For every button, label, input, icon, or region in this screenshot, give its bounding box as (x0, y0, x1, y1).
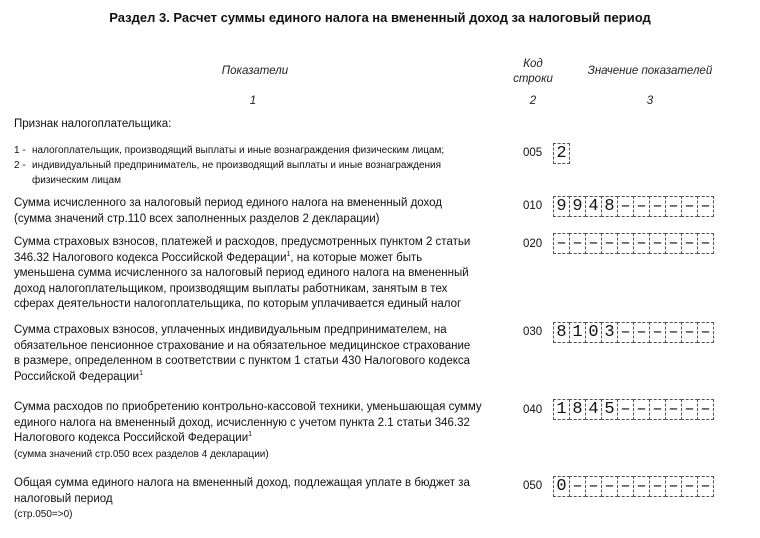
value-cell[interactable]: 0 (585, 322, 602, 343)
row-030-line4-text: Российской Федерации (14, 370, 140, 383)
value-cell[interactable]: – (697, 399, 714, 420)
value-cell[interactable]: – (633, 233, 650, 254)
row-020-line4: доход налогоплательщиком, производящим выплаты работникам, занятым в тех (14, 282, 448, 295)
taxpayer-option-2-number: 2 - (14, 160, 26, 171)
header-num-2: 2 (529, 95, 537, 107)
value-cell[interactable]: – (585, 476, 602, 497)
value-cell[interactable]: – (601, 233, 618, 254)
value-cell[interactable]: – (633, 476, 650, 497)
row-020-line3: уменьшена сумма исчисленного за налоговый период единого налога на вмененный (14, 267, 469, 279)
row-030-line2: обязательное пенсионное страхование и на обязательное медицинское страхование (14, 339, 471, 352)
value-cell[interactable]: – (585, 233, 602, 254)
value-cell[interactable]: – (633, 322, 650, 343)
row-040-value-field[interactable] (553, 399, 713, 420)
value-cell[interactable]: – (697, 476, 714, 497)
row-030-line4 (14, 370, 514, 386)
value-cell[interactable]: – (633, 196, 650, 217)
value-cell[interactable]: – (649, 233, 666, 254)
value-cell[interactable]: – (681, 233, 698, 254)
row-020-description (14, 235, 514, 313)
value-cell[interactable]: – (681, 196, 698, 217)
row-050-line3: (стр.050=>0) (14, 509, 73, 520)
row-030-value-field[interactable] (553, 322, 713, 343)
value-cell[interactable]: 9 (553, 196, 570, 217)
row-040-line4: (сумма значений стр.050 всех разделов 4 декларации) (14, 448, 269, 460)
value-cell[interactable]: – (569, 233, 586, 254)
row-010-line2: (сумма значений стр.110 всех заполненных разделов 2 декларации) (14, 212, 380, 225)
row-040-line1: Сумма расходов по приобретению контрольно-кассовой техники, уменьшающая сумму (14, 401, 482, 413)
footnote-marker: 1 (248, 431, 253, 439)
header-code-line1: Код (523, 58, 543, 70)
row-050-description (14, 476, 514, 522)
value-cell[interactable]: – (665, 399, 682, 420)
row-020-value-field[interactable] (553, 233, 713, 254)
taxpayer-option-1-number: 1 - (14, 145, 26, 156)
value-cell[interactable]: – (665, 196, 682, 217)
taxpayer-option-2-line1: индивидуальный предприниматель, не производящий выплаты и иные вознаграждения (32, 160, 442, 171)
section-title: Раздел 3. Расчет суммы единого налога на вмененный доход за налоговый период (109, 10, 651, 25)
row-040-line3-text: Налогового кодекса Российской Федерации (14, 432, 249, 444)
row-010-value-field[interactable] (553, 196, 713, 217)
value-cell[interactable]: 8 (569, 399, 586, 420)
footnote-marker: 1 (139, 369, 143, 377)
value-cell[interactable]: – (697, 233, 714, 254)
row-code-010: 010 (523, 200, 543, 212)
footnote-marker: 1 (286, 250, 291, 258)
value-cell[interactable]: – (617, 196, 634, 217)
value-cell[interactable]: 3 (601, 322, 618, 343)
value-cell[interactable]: – (617, 476, 634, 497)
value-cell[interactable]: – (665, 322, 682, 343)
row-code-040: 040 (523, 404, 543, 416)
row-020-line1: Сумма страховых взносов, платежей и расходов, предусмотренных пунктом 2 статьи (14, 236, 471, 248)
taxpayer-option-2-text (32, 158, 502, 188)
value-cell[interactable]: – (665, 476, 682, 497)
header-code (500, 57, 566, 87)
value-cell[interactable]: – (569, 476, 586, 497)
value-cell[interactable]: – (697, 196, 714, 217)
taxpayer-sign-field[interactable] (553, 143, 569, 164)
value-cell[interactable]: – (681, 399, 698, 420)
row-040-line2: единого налога на вмененный доход, исчисленную с учетом пункта 2.1 статьи 346.32 (14, 416, 470, 429)
value-cell[interactable]: 0 (553, 476, 570, 497)
row-code-050: 050 (523, 480, 543, 492)
row-code-020: 020 (523, 238, 543, 250)
value-cell[interactable]: – (553, 233, 570, 254)
taxpayer-option-2-line2: физическим лицам (32, 175, 121, 186)
value-cell[interactable]: – (681, 476, 698, 497)
row-030-line1: Сумма страховых взносов, уплаченных индивидуальным предпринимателем, на (14, 324, 447, 336)
row-040-line3 (14, 431, 514, 447)
value-cell[interactable]: 5 (601, 399, 618, 420)
header-num-1: 1 (249, 95, 257, 107)
value-cell[interactable]: – (649, 196, 666, 217)
row-code-030: 030 (523, 326, 543, 338)
header-value: Значение показателей (587, 65, 713, 77)
value-cell[interactable]: – (617, 399, 634, 420)
value-cell[interactable]: 1 (569, 322, 586, 343)
row-020-line2-start: 346.32 Налогового кодекса Российской Федерации (14, 251, 287, 264)
value-cell[interactable]: 8 (553, 322, 570, 343)
row-050-line2: налоговый период (14, 492, 113, 505)
value-cell[interactable]: – (681, 322, 698, 343)
value-cell[interactable]: – (601, 476, 618, 497)
row-010-description (14, 196, 514, 227)
taxpayer-label: Признак налогоплательщика: (14, 118, 172, 130)
value-cell[interactable]: 9 (569, 196, 586, 217)
value-cell[interactable]: 8 (601, 196, 618, 217)
value-cell[interactable]: – (649, 399, 666, 420)
row-030-description (14, 323, 514, 385)
value-cell[interactable]: – (633, 399, 650, 420)
row-020-line2 (14, 251, 514, 267)
value-cell[interactable]: – (617, 233, 634, 254)
header-num-3: 3 (646, 95, 654, 107)
row-010-line1: Сумма исчисленного за налоговый период единого налога на вмененный доход (14, 197, 443, 209)
row-020-line5: сферах деятельности налогоплательщика, по которым уплачивается единый налог (14, 298, 462, 310)
value-cell[interactable]: 4 (585, 399, 602, 420)
value-cell[interactable]: – (697, 322, 714, 343)
header-code-line2: строки (513, 73, 553, 85)
value-cell[interactable]: – (665, 233, 682, 254)
row-030-line3: в размере, определенном в соответствии с пунктом 1 статьи 430 Налогового кодекса (14, 355, 471, 367)
value-cell[interactable]: 4 (585, 196, 602, 217)
row-040-description (14, 400, 514, 462)
header-indicators: Показатели (221, 65, 289, 77)
value-cell[interactable]: – (649, 476, 666, 497)
value-cell[interactable]: – (617, 322, 634, 343)
value-cell[interactable]: 1 (553, 399, 570, 420)
row-050-value-field[interactable] (553, 476, 713, 497)
row-020-line2-end: , на которые может быть (290, 251, 423, 264)
row-050-line1: Общая сумма единого налога на вмененный доход, подлежащая уплате в бюджет за (14, 477, 470, 489)
row-code-005: 005 (523, 147, 543, 159)
value-cell[interactable]: – (649, 322, 666, 343)
taxpayer-option-1-text: налогоплательщик, производящий выплаты и иные вознаграждения физическим лицам; (32, 145, 445, 156)
value-cell[interactable]: 2 (553, 143, 570, 164)
